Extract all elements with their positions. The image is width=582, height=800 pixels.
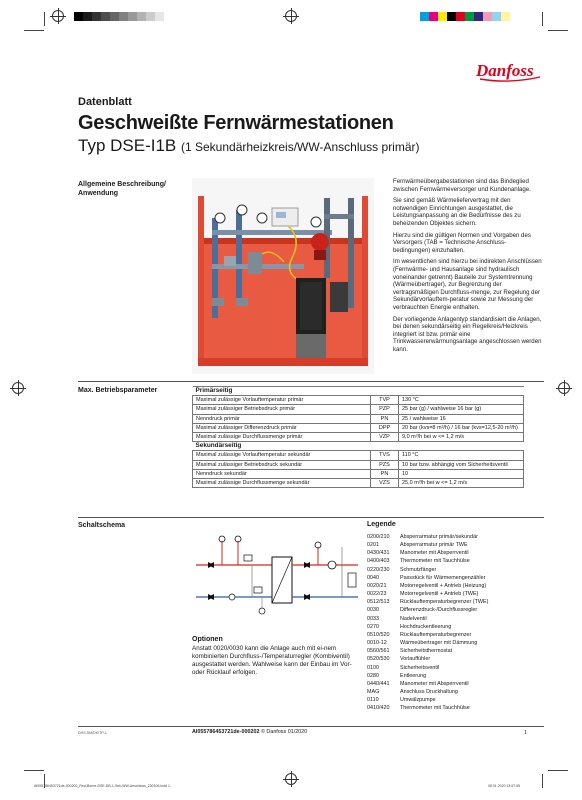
param-abbr: VZP bbox=[371, 432, 399, 441]
legend-code: 0510/520 bbox=[367, 631, 390, 638]
color-swatch bbox=[456, 12, 465, 21]
footer-ref bbox=[192, 729, 307, 735]
gray-swatch bbox=[110, 12, 119, 21]
trim-mark bbox=[24, 770, 44, 771]
legend-item bbox=[367, 647, 488, 655]
legend-item bbox=[367, 541, 488, 549]
legend-item bbox=[367, 672, 488, 680]
description-paragraph: Im wesentlichen sind hierzu bei indirekten Anschlüssen (Fernwärme- und Hausanlage sind hydraulisch voneinander getrennt) Bauteile zur Systemtrennung (Wärmeübertrager), zur Begrenzung der vertragsmäßigen Durchfluss-menge, zur Regelung der Sekundärvorlauftem-peratur sowie zur Messung der verbrauchten Energie enthalten. bbox=[393, 258, 542, 311]
table-row bbox=[193, 469, 524, 478]
options-title: Optionen bbox=[192, 636, 223, 643]
legend-text: Differenzdruck-/Durchflussregler bbox=[400, 607, 478, 614]
legend-text: Manometer mit Absperrventil bbox=[400, 550, 469, 557]
description-paragraph: Fernwärmeübergabestationen sind das Bindeglied zwischen Fernwärmeversorger und Kundenanlage. bbox=[393, 178, 531, 193]
legend-code: 0220/230 bbox=[367, 566, 390, 573]
legend-text: Rücklauftemperaturbegrenzer bbox=[400, 631, 472, 638]
legend-item bbox=[367, 623, 488, 631]
color-swatch bbox=[447, 12, 456, 21]
page-subtitle bbox=[78, 136, 420, 156]
description-paragraph: Der vorliegende Anlagentyp standardisiert die Anlagen, bei denen sekundärseitig ein Regelkreis/Heizkreis integriert ist bzw. primär eine Trinkwassererwärmungsanlage angeschlossen werden kann. bbox=[393, 315, 542, 353]
options-text: Anstatt 0020/0030 kann die Anlage auch mit ei-nem kombinierten Durchfluss-/Temperaturregler (Kombiventil) ausgestattet werden. Wahlweise kann der Einbau im Vor- oder Rücklauf erfolgen. bbox=[192, 645, 352, 676]
subtitle-suffix: (1 Sekundärheizkreis/WW-Anschluss primär) bbox=[181, 140, 420, 154]
gray-swatch bbox=[83, 12, 92, 21]
table-row bbox=[193, 423, 524, 432]
color-swatch bbox=[492, 12, 501, 21]
trim-mark bbox=[542, 12, 543, 26]
legend-code: 0030 bbox=[367, 607, 379, 614]
description-paragraph: Hierzu sind die gültigen Normen und Vorgaben des Versorgers (TAB = Technische Anschluss-bedingungen) einzuhalten. bbox=[393, 231, 531, 254]
legend-item bbox=[367, 574, 488, 582]
legend-item bbox=[367, 664, 488, 672]
page-number: 1 bbox=[524, 730, 527, 736]
param-abbr: DPP bbox=[371, 423, 399, 432]
legend-code: 0430/431 bbox=[367, 550, 390, 557]
divider bbox=[78, 381, 544, 382]
table-row bbox=[193, 478, 524, 487]
legend-text: Rücklauftemperaturbegrenzer (TWE) bbox=[400, 599, 489, 606]
legend-text: Manometer mit Absperrventil bbox=[400, 680, 469, 687]
legend-text: Thermometer mit Tauchhülse bbox=[400, 558, 470, 565]
legend-text: Hochdruckentleerung bbox=[400, 623, 452, 630]
legend-item bbox=[367, 606, 488, 614]
legend-code: 0010-12 bbox=[367, 640, 387, 647]
legend-code: 0280 bbox=[367, 672, 379, 679]
legend-item bbox=[367, 590, 488, 598]
table-row bbox=[193, 414, 524, 423]
param-label: Maximal zulässige Durchflussmenge sekundär bbox=[193, 478, 371, 487]
legend-item bbox=[367, 533, 488, 541]
param-value: 9,0 m³/h bei w <= 1,2 m/s bbox=[399, 432, 524, 441]
param-label: Maximal zulässige Vorlauftemperatur primär bbox=[193, 396, 371, 405]
legend-text: Sicherheitsthermostat bbox=[400, 648, 453, 655]
legend-item bbox=[367, 631, 488, 639]
legend-item bbox=[367, 639, 488, 647]
slug-file: AI055786453721de-000202_Red-Borne-DSE-DB-1-Sek-WW-Anschluss_200106.indd 1 bbox=[34, 784, 170, 788]
legend-text: Thermometer mit Tauchhülse bbox=[400, 705, 470, 712]
color-swatch bbox=[438, 12, 447, 21]
param-label: Maximal zulässiger Differenzdruck primär bbox=[193, 423, 371, 432]
trim-mark bbox=[542, 774, 543, 788]
trim-mark bbox=[24, 30, 44, 31]
divider bbox=[78, 517, 544, 518]
param-value: 110 °C bbox=[399, 451, 524, 460]
legend-text: Sicherheitsventil bbox=[400, 664, 440, 671]
legend-list bbox=[367, 533, 488, 712]
gray-swatch bbox=[128, 12, 137, 21]
param-abbr: PN bbox=[371, 469, 399, 478]
legend-text: Entleerung bbox=[400, 672, 427, 679]
legend-code: 0040 bbox=[367, 574, 379, 581]
gray-swatch bbox=[119, 12, 128, 21]
color-swatch bbox=[501, 12, 510, 21]
legend-code: 0520/530 bbox=[367, 656, 390, 663]
legend-code: 0201 bbox=[367, 542, 379, 549]
param-value: 130 °C bbox=[399, 396, 524, 405]
legend-item bbox=[367, 566, 488, 574]
params-group-primary: Primärseitig bbox=[193, 387, 524, 396]
param-abbr: TVP bbox=[371, 396, 399, 405]
legend-text: Absperrarmatur primär/sekundär bbox=[400, 534, 478, 540]
footer-doc-ref: AI055786453721de-000202 bbox=[192, 729, 260, 735]
legend-item bbox=[367, 704, 488, 712]
trim-mark bbox=[548, 30, 568, 31]
param-label: Maximal zulässige Durchflussmenge primär bbox=[193, 432, 371, 441]
legend-item bbox=[367, 680, 488, 688]
legend-code: 0020/21 bbox=[367, 582, 387, 589]
subtitle-type: Typ DSE-I1B bbox=[78, 136, 177, 155]
param-value: 25 / wahlweise 16 bbox=[399, 414, 524, 423]
color-swatch bbox=[483, 12, 492, 21]
gray-swatch bbox=[146, 12, 155, 21]
description-paragraph: Sie sind gemäß Wärmeliefervertrag mit den notwendigen Einrichtungen ausgestattet, die Leistungsanpassung an die Bedürfnisse des zu beheizenden Objektes sichern. bbox=[393, 197, 521, 227]
legend-text: Passstück für Wärmemengenzähler bbox=[400, 574, 486, 581]
gray-swatch bbox=[101, 12, 110, 21]
schematic-diagram bbox=[192, 527, 362, 627]
color-swatch bbox=[420, 12, 429, 21]
grayscale-bar bbox=[74, 12, 164, 21]
station-photo bbox=[192, 178, 374, 374]
footer-divider bbox=[78, 726, 544, 727]
legend-text: Motorregelventil + Antrieb (Heizung) bbox=[400, 582, 487, 589]
registration-mark-bottom-center bbox=[285, 773, 297, 785]
legend-item bbox=[367, 598, 488, 606]
legend-text: Vorlauffühler bbox=[400, 656, 431, 663]
registration-mark-left bbox=[12, 382, 24, 394]
table-row bbox=[193, 460, 524, 469]
param-label: Nenndruck primär bbox=[193, 414, 371, 423]
param-abbr: TVS bbox=[371, 451, 399, 460]
table-row bbox=[193, 451, 524, 460]
registration-mark-top-center bbox=[285, 10, 297, 22]
section-params: Max. Betriebsparameter bbox=[78, 387, 158, 394]
legend-item bbox=[367, 549, 488, 557]
legend-text: Motorregelventil + Antrieb (TWE) bbox=[400, 591, 479, 598]
param-abbr: PZP bbox=[371, 405, 399, 414]
section-general: Allgemeine Beschreibung/ Anwendung bbox=[78, 181, 166, 197]
legend-text: Umwälzpumpe bbox=[400, 697, 436, 704]
color-swatch bbox=[465, 12, 474, 21]
trim-mark bbox=[548, 770, 568, 771]
legend-code: 0270 bbox=[367, 623, 379, 630]
registration-mark-right bbox=[558, 382, 570, 394]
param-value: 25,0 m³/h bei w <= 1,2 m/s bbox=[399, 478, 524, 487]
legend-text: Wärmeübertrager mit Dämmung bbox=[400, 640, 478, 647]
legend-code: 0512/513 bbox=[367, 599, 390, 606]
gray-swatch bbox=[137, 12, 146, 21]
gray-swatch bbox=[74, 12, 83, 21]
legend-code: 0033 bbox=[367, 615, 379, 622]
slug-timestamp: 08.01.2020 13:57:55 bbox=[488, 784, 521, 788]
legend-item bbox=[367, 688, 488, 696]
param-value: 20 bar (kvs=8 m³/h) / 16 bar (kvs=12,5-20 m³/h) bbox=[399, 423, 524, 432]
color-bar bbox=[420, 12, 510, 21]
param-label: Maximal zulässige Vorlauftemperatur sekundär bbox=[193, 451, 371, 460]
page-title: Geschweißte Fernwärmestationen bbox=[78, 112, 394, 134]
legend-item bbox=[367, 582, 488, 590]
param-value: 10 bbox=[399, 469, 524, 478]
danfoss-logo bbox=[474, 58, 544, 82]
legend-item bbox=[367, 615, 488, 623]
param-abbr: PN bbox=[371, 414, 399, 423]
table-row bbox=[193, 405, 524, 414]
legend-text: Anschluss Druckhaltung bbox=[400, 688, 458, 695]
legend-title: Legende bbox=[367, 521, 396, 528]
legend-code: 0200/210 bbox=[367, 534, 390, 540]
registration-mark-top-left bbox=[52, 10, 64, 22]
logo-text: Danfoss bbox=[476, 61, 534, 80]
doc-type: Datenblatt bbox=[78, 96, 132, 108]
param-label: Nenndruck sekundär bbox=[193, 469, 371, 478]
params-table bbox=[192, 386, 524, 488]
legend-text: Nadelventil bbox=[400, 615, 427, 622]
legend-code: 0100 bbox=[367, 664, 379, 671]
param-value: 10 bar bzw. abhängig vom Sicherheitsventil bbox=[399, 460, 524, 469]
param-abbr: VZS bbox=[371, 478, 399, 487]
legend-text: Schmutzfänger bbox=[400, 566, 437, 573]
color-swatch bbox=[474, 12, 483, 21]
legend-code: 0022/23 bbox=[367, 591, 387, 598]
legend-code: 0440/441 bbox=[367, 680, 390, 687]
legend-item bbox=[367, 557, 488, 565]
section-schema: Schaltschema bbox=[78, 522, 126, 529]
legend-code: 0410/420 bbox=[367, 705, 390, 712]
legend-code: 0560/561 bbox=[367, 648, 390, 655]
param-label: Maximal zulässiger Betriebsdruck primär bbox=[193, 405, 371, 414]
param-abbr: PZS bbox=[371, 460, 399, 469]
description bbox=[393, 178, 543, 357]
legend-item bbox=[367, 696, 488, 704]
legend-item bbox=[367, 655, 488, 663]
legend-code: 0110 bbox=[367, 697, 379, 704]
gray-swatch bbox=[92, 12, 101, 21]
trim-mark bbox=[44, 12, 45, 26]
table-row bbox=[193, 396, 524, 405]
params-group-secondary: Sekundärseitig bbox=[193, 442, 524, 451]
table-row bbox=[193, 432, 524, 441]
footer-copyright: © Danfoss 01/2020 bbox=[260, 729, 308, 735]
param-label: Maximal zulässiger Betriebsdruck sekundär bbox=[193, 460, 371, 469]
legend-code: MAG bbox=[367, 688, 380, 695]
legend-text: Absperrarmatur primär TWE bbox=[400, 542, 468, 549]
footer-doc-code: DHS-SM/DK/TP-L bbox=[78, 731, 107, 735]
gray-swatch bbox=[155, 12, 164, 21]
legend-code: 0400/403 bbox=[367, 558, 390, 565]
param-value: 25 bar (g) / wahlweise 16 bar (g) bbox=[399, 405, 524, 414]
color-swatch bbox=[429, 12, 438, 21]
